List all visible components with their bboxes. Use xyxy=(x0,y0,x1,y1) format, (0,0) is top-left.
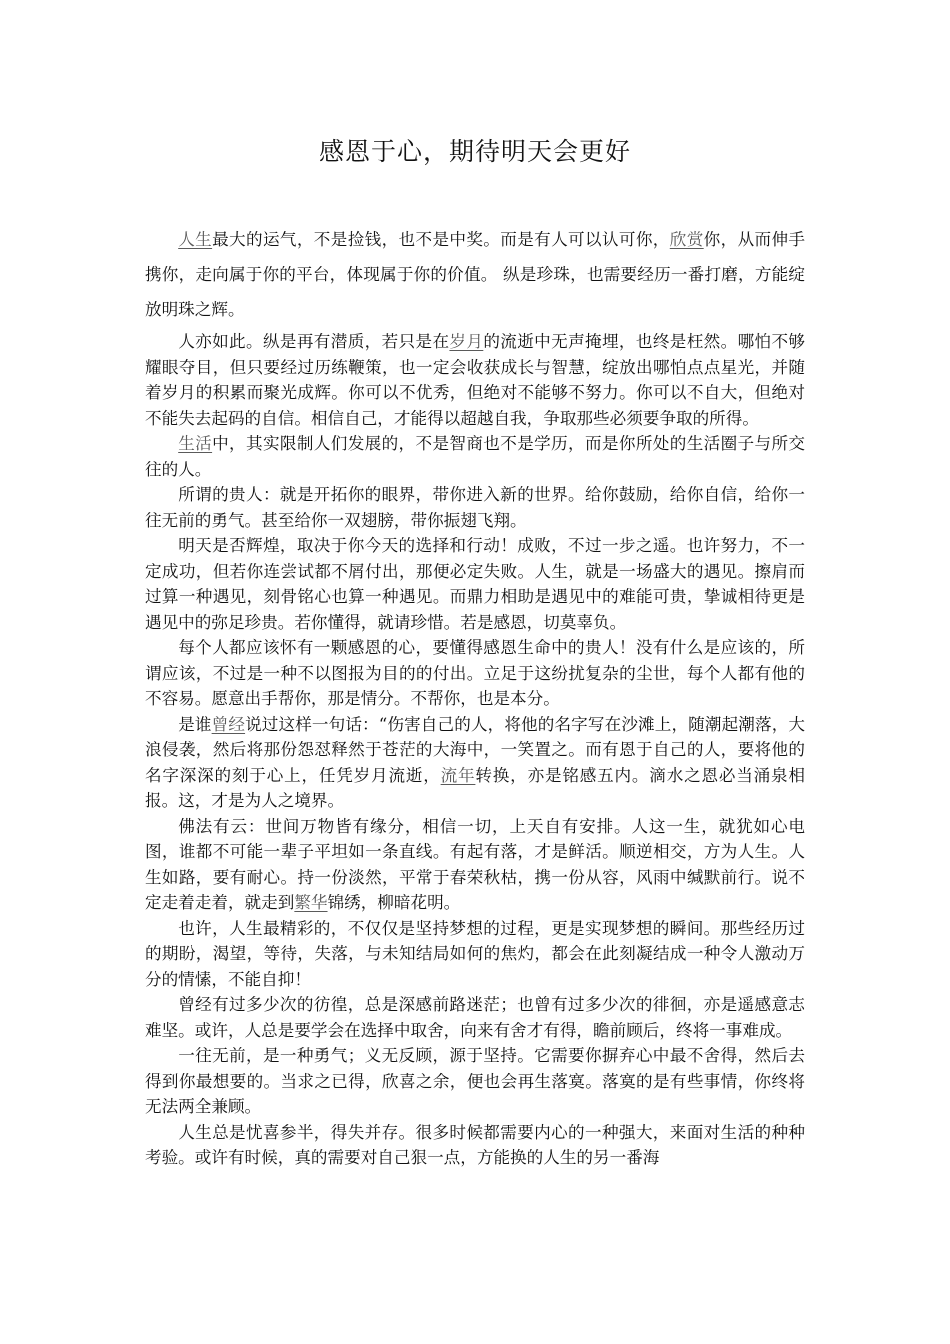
paragraph-text: 转换，亦是铭感五内。滴水之恩必当涌泉相报。这，才是为人之境界。 xyxy=(145,765,806,810)
paragraph-text: 所谓的贵人：就是开拓你的眼界，带你进入新的世界。给你鼓励，给你自信，给你一往无前的勇气。甚至给你一双翅膀，带你振翅飞翔。 xyxy=(145,485,805,530)
paragraph xyxy=(145,1120,805,1171)
paragraph-text: 人生总是忧喜参半，得失并存。很多时候都需要内心的一种强大，来面对生活的种种考验。或许有时候，真的需要对自己狠一点，方能换的人生的另一番海 xyxy=(145,1122,805,1167)
keyword-link[interactable]: 岁月 xyxy=(449,332,484,351)
paragraph-text: 你，从而伸手携你，走向属于你的平台，体现属于你的价值。 纵是珍珠，也需要经历一番打磨，方能绽放明珠之辉。 xyxy=(145,230,806,319)
paragraph xyxy=(145,329,805,431)
paragraph-text: 每个人都应该怀有一颗感恩的心，要懂得感恩生命中的贵人！没有什么是应该的，所谓应该，不过是一种不以图报为目的的付出。立足于这纷扰复杂的尘世，每个人都有他的不容易。愿意出手帮你，那是情分。不帮你，也是本分。 xyxy=(145,638,805,708)
keyword-link[interactable]: 欣赏 xyxy=(669,230,704,249)
paragraph xyxy=(145,712,805,814)
paragraph xyxy=(145,992,805,1043)
paragraph-text: 也许，人生最精彩的，不仅仅是坚持梦想的过程，更是实现梦想的瞬间。那些经历过的期盼，渴望，等待，失落，与未知结局如何的焦灼，都会在此刻凝结成一种令人激动万分的情愫，不能自抑！ xyxy=(145,918,805,989)
paragraph-text: 最大的运气，不是捡钱，也不是中奖。而是有人可以认可你， xyxy=(212,230,670,249)
document-body xyxy=(145,222,805,1171)
paragraph xyxy=(145,1043,805,1120)
paragraph xyxy=(145,431,805,482)
paragraph xyxy=(145,533,805,635)
paragraph-text: 的流逝中无声掩埋，也终是枉然。哪怕不够耀眼夺目，但只要经过历练鞭策，也一定会收获成长与智慧，绽放出哪怕点点星光，并随着岁月的积累而聚光成辉。你可以不优秀，但绝对不能够不努力。你可以不自大，但绝对不能失去起码的自信。相信自己，才能得以超越自我，争取那些必须要争取的所得。 xyxy=(145,332,806,428)
document-title: 感恩于心，期待明天会更好 xyxy=(318,137,631,166)
paragraph-text: 人亦如此。纵是再有潜质，若只是在 xyxy=(178,332,450,351)
paragraph-text: 佛法有云：世间万物皆有缘分，相信一切，上天自有安排。人这一生，就犹如心电图，谁都不可能一辈子平坦如一条直线。有起有落，才是鲜活。顺逆相交，方为人生。人生如路，要有耐心。持一份淡然，平常于春荣秋枯，携一份从容，风雨中缄默前行。说不定走着走着，就走到 xyxy=(145,816,805,912)
paragraph xyxy=(145,482,805,533)
paragraph xyxy=(145,222,805,327)
paragraph-text: 曾经有过多少次的彷徨，总是深感前路迷茫；也曾有过多少次的徘徊，亦是遥感意志难坚。或许，人总是要学会在选择中取舍，向来有舍才有得，瞻前顾后，终将一事难成。 xyxy=(145,995,805,1040)
paragraph-text: 是谁 xyxy=(178,714,212,734)
paragraph-text: 说过这样一句话：“伤害自己的人，将他的名字写在沙滩上，随潮起潮落，大浪侵袭，然后将那份怨怼释然于苍茫的大海中，一笑置之。而有恩于自己的人，要将他的名字深深的刻于心上，任凭岁月流逝， xyxy=(145,714,806,785)
keyword-link[interactable]: 曾经 xyxy=(211,714,246,734)
paragraph-text: 明天是否辉煌，取决于你今天的选择和行动！成败，不过一步之遥。也许努力，不一定成功，但若你连尝试都不屑付出，那便必定失败。人生，就是一场盛大的遇见。擦肩而过算一种遇见，刻骨铭心也算一种遇见。而鼎力相助是遇见中的难能可贵，挚诚相待更是遇见中的弥足珍贵。若你懂得，就请珍惜。若是感恩，切莫辜负。 xyxy=(145,536,805,632)
paragraph xyxy=(145,635,805,712)
paragraph-text: 一往无前，是一种勇气；义无反顾，源于坚持。它需要你摒弃心中最不舍得，然后去得到你最想要的。当求之已得，欣喜之余，便也会再生落寞。落寞的是有些事情，你终将无法两全兼顾。 xyxy=(145,1046,805,1116)
keyword-link[interactable]: 人生 xyxy=(178,230,213,249)
keyword-link[interactable]: 繁华 xyxy=(294,893,328,912)
paragraph-text: 锦绣，柳暗花明。 xyxy=(327,893,461,912)
keyword-link[interactable]: 流年 xyxy=(440,765,476,785)
paragraph xyxy=(145,814,805,916)
paragraph-text: 中，其实限制人们发展的，不是智商也不是学历，而是你所处的生活圈子与所交往的人。 xyxy=(145,434,806,479)
paragraph xyxy=(145,916,805,993)
keyword-link[interactable]: 生活 xyxy=(178,434,213,453)
